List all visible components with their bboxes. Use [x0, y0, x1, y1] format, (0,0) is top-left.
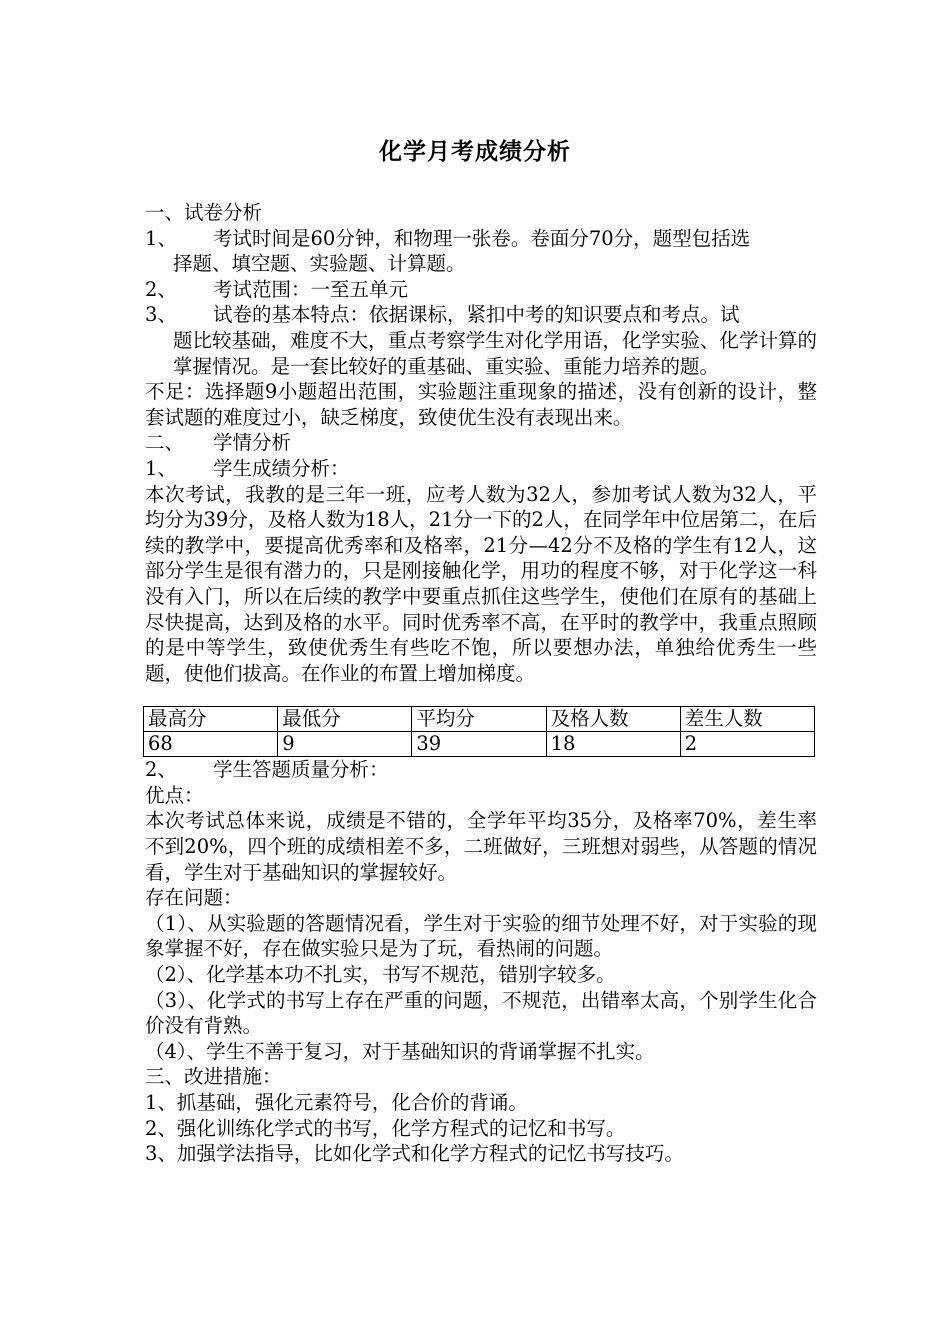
improvement-item-2: 2、强化训练化学式的书写，化学方程式的记忆和书写。 [145, 1116, 626, 1140]
problem-item-1: （1）、从实验题的答题情况看，学生对于实验的细节处理不好，对于实验的现象掌握不好，存在做实验只是为了玩，看热闹的问题。 [145, 911, 817, 961]
score-table [143, 706, 815, 757]
improvement-item-1: 1、抓基础，强化元素符号，化合价的背诵。 [145, 1091, 528, 1114]
s1-item-3-number: 3、 [145, 303, 177, 327]
s2-sub2-heading [145, 757, 817, 783]
score-table-value-row [144, 732, 815, 757]
improvement-item-3: 3、加强学法指导，比如化学式和化学方程式的记忆书写技巧。 [145, 1142, 684, 1166]
header-max-score: 最高分 [144, 707, 278, 732]
advantages-label: 优点： [145, 783, 204, 807]
s2-sub1-heading [145, 456, 817, 482]
score-analysis-paragraph: 本次考试，我教的是三年一班，应考人数为32人，参加考试人数为32人，平均分为39分，及格人数为18人，21分一下的2人，在同学年中位居第二，在后续的教学中，要提高优秀率和及格率，21分—42分不及格的学生有12人，这部分学生是很有潜力的，只是刚接触化学，用功的程度不够，对于化学这一科没有入门，所以在后续的教学中要重点抓住这些学生，使他们在原有的基础上尽快提高，达到及格的水平。同时优秀率不高，在平时的教学中，我重点照顾的是中等学生，致使优秀生有些吃不饱，所以要想办法，单独给优秀生一些题，使他们拔高。在作业的布置上增加梯度。 [145, 482, 817, 685]
s1-item-1 [145, 226, 817, 252]
document-title: 化学月考成绩分析 [379, 138, 571, 165]
s1-item-1-number: 1、 [145, 226, 177, 250]
problem-item-3: （3）、化学式的书写上存在严重的问题，不规范，出错率太高，个别学生化合价没有背熟。 [145, 988, 817, 1038]
s2-sub2-label: 学生答题质量分析： [213, 758, 389, 782]
section2-heading [145, 430, 817, 456]
score-table-header-row [144, 707, 815, 732]
section3-heading: 三、改进措施： [145, 1065, 282, 1089]
header-average: 平均分 [412, 707, 546, 732]
s2-sub2-number: 2、 [145, 758, 177, 782]
s1-item-2-number: 2、 [145, 277, 177, 301]
header-min-score: 最低分 [278, 707, 412, 732]
shortcoming-paragraph: 不足：选择题9小题超出范围，实验题注重现象的描述，没有创新的设计，整套试题的难度过小，缺乏梯度，致使优生没有表现出来。 [145, 380, 817, 429]
header-poor-count: 差生人数 [680, 707, 814, 732]
value-max-score: 68 [144, 732, 278, 757]
problem-item-4: （4）、学生不善于复习，对于基础知识的背诵掌握不扎实。 [145, 1039, 655, 1063]
s1-item-1-continuation: 择题、填空题、实验题、计算题。 [173, 252, 466, 276]
s2-sub1-number: 1、 [145, 456, 177, 480]
s1-item-1-first-line: 考试时间是60分钟，和物理一张卷。卷面分70分，题型包括选 [213, 226, 751, 250]
advantages-paragraph: 本次考试总体来说，成绩是不错的，全学年平均35分，及格率70%，差生率不到20%，四个班的成绩相差不多，二班做好，三班想对弱些，从答题的情况看，学生对于基础知识的掌握较好。 [145, 809, 817, 884]
s1-item-3-first-line: 试卷的基本特点：依据课标，紧扣中考的知识要点和考点。试 [213, 303, 740, 327]
value-min-score: 9 [278, 732, 412, 757]
section1-heading: 一、试卷分析 [145, 201, 263, 224]
header-pass-count: 及格人数 [546, 707, 680, 732]
value-poor-count: 2 [680, 732, 814, 757]
document-body [145, 200, 817, 1167]
s1-item-3 [145, 302, 817, 328]
s2-sub1-label: 学生成绩分析： [213, 456, 350, 480]
problems-label: 存在问题： [145, 886, 243, 910]
section2-title: 学情分析 [213, 431, 292, 455]
problem-item-2: （2）、化学基本功不扎实，书写不规范，错别字较多。 [145, 963, 616, 987]
value-average: 39 [412, 732, 546, 757]
s1-item-2-text: 考试范围：一至五单元 [213, 277, 409, 301]
section2-number: 二、 [145, 431, 185, 455]
s1-item-3-continuation: 题比较基础，难度不大，重点考察学生对化学用语，化学实验、化学计算的掌握情况。是一套比较好的重基础、重实验、重能力培养的题。 [173, 328, 817, 378]
value-pass-count: 18 [546, 732, 680, 757]
s1-item-2 [145, 277, 817, 303]
